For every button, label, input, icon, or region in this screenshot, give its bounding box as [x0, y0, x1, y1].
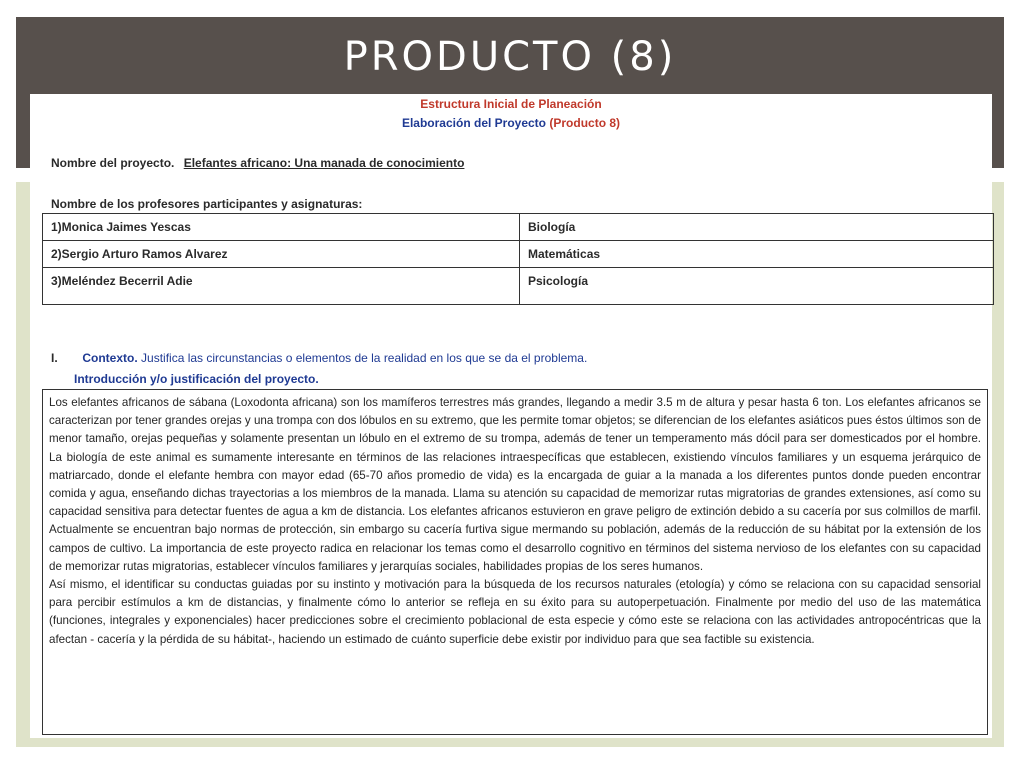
project-name-line: [51, 156, 464, 170]
justification-paragraph-2: Así mismo, el identificar su conductas guiadas por su instinto y motivación para la búsqueda de los recursos naturales (etología) y cómo se relaciona con su capacidad sensorial para percibir estímulos a km de distancias, y finalmente cómo lo anterior se refleja en su éxito para su autoperpetuación. Finalmente por medio del uso de las matemática (funciones, integrales y exponenciales) hacer predicciones sobre el crecimiento poblacional de esta especie y cómo este se relaciona con las actividades antropocéntricas que la afectan - cacería y la pérdida de su hábitat-, haciendo un estimado de cuánto superficie debe existir por individuo para que sea factible su existencia.: [49, 578, 981, 646]
teacher-subject: Biología: [520, 214, 994, 241]
doc-heading-project: [30, 116, 992, 130]
teachers-label: Nombre de los profesores participantes y asignaturas:: [51, 197, 363, 211]
justification-paragraph-1: Los elefantes africanos de sábana (Loxodonta africana) son los mamíferos terrestres más grandes, llegando a medir 3.5 m de altura y pesar hasta 6 ton. Los elefantes africanos se caracterizan por tener grandes orejas y una trompa con dos lóbulos en su extremo, que les permite tomar objetos; se diferencian de los elefantes asiáticos pues éstos últimos son de menor tamaño, orejas pequeñas y solamente presentan un lóbulo en el extremo de su trompa, además de tener un temperamento más dócil para ser domesticados por el hombre. La biología de este animal es sumamente interesante en términos de las relaciones intraespecíficas que establecen, existiendo vínculos familiares y un esquema jerárquico de matriarcado, donde el elefante hembra con mayor edad (65-70 años promedio de vida) es la encargada de guiar a la manada a los diferentes puntos donde pueden encontrar comida y agua, enseñando dichas trayectorias a los miembros de la manada. Llama su atención su capacidad de memorizar rutas migratorias de grandes extensiones, así como su capacidad sensitiva para detectar fuentes de agua a km de distancia. Los elefantes africanos estuvieron en grave peligro de extinción debido a su cacería por sus colmillos de marfil. Actualmente se encuentran bajo normas de protección, sin embargo su cacería furtiva sigue mermando su población, además de la reducción de su hábitat por la extensión de los campos de cultivo. La importancia de este proyecto radica en relacionar los temas como el desarrollo cognitivo en términos del sistema nervioso de los elefantes con su capacidad de memorizar rutas migratorias, establecer vínculos familiares y jerarquías sociales, habilidades propias de los seres humanos.: [49, 396, 981, 573]
project-name-label: Nombre del proyecto.: [51, 156, 175, 170]
context-label: Contexto.: [82, 351, 138, 365]
teacher-name: 2)Sergio Arturo Ramos Alvarez: [43, 241, 520, 268]
context-number: I.: [51, 351, 58, 365]
doc-heading-project-tag: (Producto 8): [549, 116, 621, 130]
doc-heading-structure: Estructura Inicial de Planeación: [420, 97, 602, 111]
teacher-subject: Matemáticas: [520, 241, 994, 268]
context-line: [51, 351, 587, 365]
justification-text-box: [42, 389, 988, 735]
teacher-name: 3)Meléndez Becerril Adie: [43, 268, 520, 305]
project-name-value: Elefantes africano: Una manada de conocimiento: [183, 156, 465, 170]
intro-label: Introducción y/o justificación del proyecto.: [74, 372, 319, 386]
table-row: [43, 241, 994, 268]
slide-title: PRODUCTO (8): [343, 34, 677, 80]
context-description: Justifica las circunstancias o elementos de la realidad en los que se da el problema.: [141, 351, 588, 365]
table-row: [43, 268, 994, 305]
table-row: [43, 214, 994, 241]
doc-heading-project-main: Elaboración del Proyecto: [401, 116, 547, 130]
teacher-name: 1)Monica Jaimes Yescas: [43, 214, 520, 241]
teacher-subject: Psicología: [520, 268, 994, 305]
document-image: [30, 94, 992, 738]
teachers-table: [42, 213, 994, 305]
